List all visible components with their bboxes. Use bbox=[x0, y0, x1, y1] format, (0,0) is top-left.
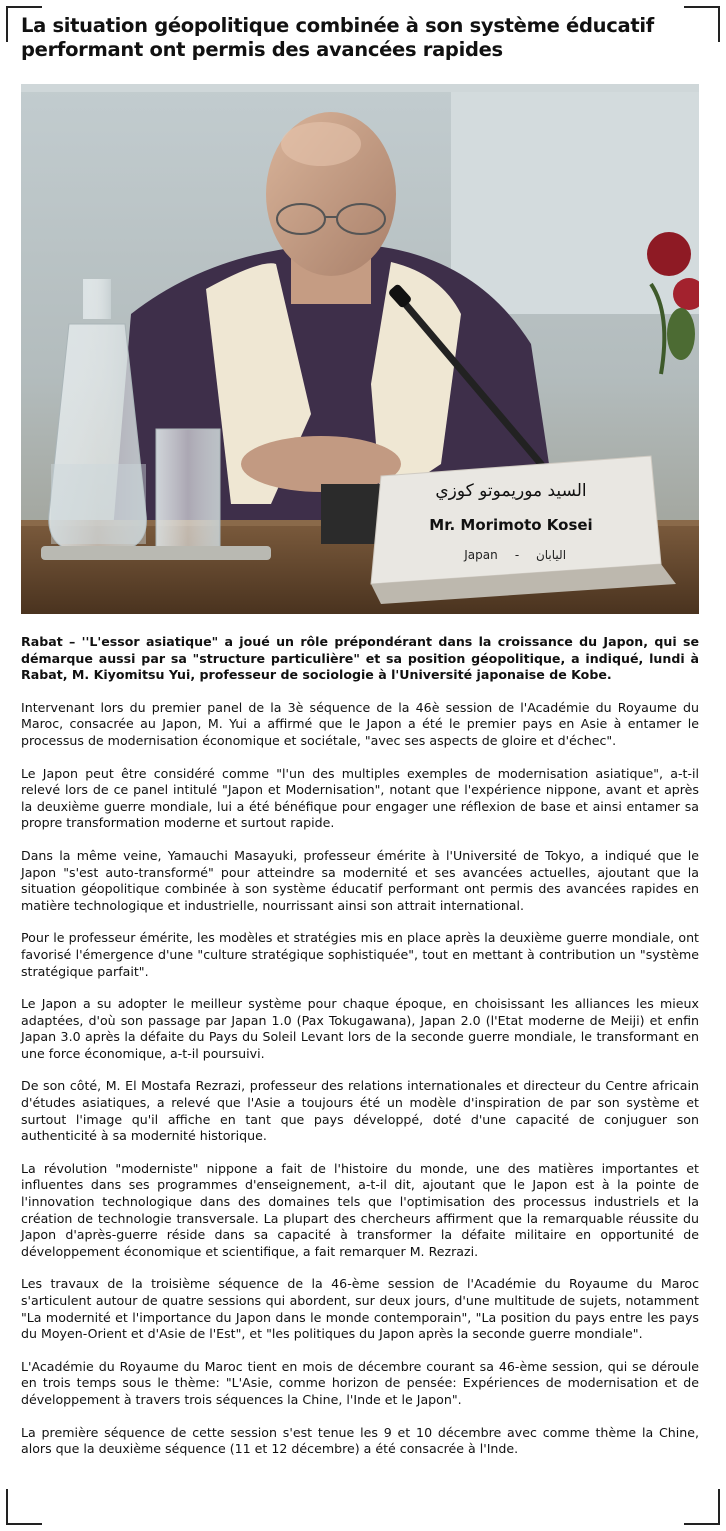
article-paragraph: Intervenant lors du premier panel de la 3è séquence de la 46è session de l'Académie du Royaume du Maroc, consacrée au Japon, M. Yui a affirmé que le Japon a été le premier pays en Asie à entamer le processus de modernisation économique et sociétale, "avec ses aspects de gloire et d'échec". bbox=[21, 699, 699, 748]
article-photo bbox=[21, 84, 699, 614]
corner-mark-bottom-right bbox=[684, 1489, 720, 1525]
article-paragraph: Pour le professeur émérite, les modèles et stratégies mis en place après la deuxième guerre mondiale, ont favorisé l'émergence d'une "culture stratégique sophistiquée", tout en mettant à contribution un "système stratégique parfait". bbox=[21, 930, 699, 979]
article-paragraph: Le Japon a su adopter le meilleur système pour chaque époque, en choisissant les alliances les mieux adaptées, d'où son passage par Japan 1.0 (Pax Tokugawana), Japan 2.0 (l'Etat moderne de Meiji) et enfin Japan 3.0 après la défaite du Pays du Soleil Levant lors de la seconde guerre mondiale, le transformant en une force économique, a-t-il poursuivi. bbox=[21, 996, 699, 1061]
photo-illustration bbox=[21, 84, 699, 614]
nameplate-separator: - bbox=[514, 548, 520, 562]
article-paragraph: La révolution "moderniste" nippone a fait de l'histoire du monde, une des matières importantes et influentes dans ses programmes d'enseignement, a-t-il dit, ajoutant que le Japon est à la pointe de l'innovation technologique dans des domaines tels que l'optimisation des processus industriels et la création de technologie transversale. La plupart des chercheurs affirment que la remarquable réussite du Japon d'après-guerre réside dans sa capacité à transformer la défaite militaire en opportunité de développement économique et scientifique, a fait remarquer M. Rezrazi. bbox=[21, 1160, 699, 1259]
nameplate-country-arabic: اليابان bbox=[535, 548, 567, 562]
article-headline: La situation géopolitique combinée à son système éducatif performant ont permis des avancées rapides bbox=[21, 14, 654, 61]
article-paragraph: Le Japon peut être considéré comme "l'un des multiples exemples de modernisation asiatique", a-t-il relevé lors de ce panel intitulé "Japon et Modernisation", notant que l'expérience nippone, avant et après la deuxième guerre mondiale, lui a été bénéfique pour engager une réflexion de base et ainsi entamer sa propre transformation moderne et surtout rapide. bbox=[21, 765, 699, 831]
corner-mark-bottom-left bbox=[6, 1489, 42, 1525]
article-paragraph: L'Académie du Royaume du Maroc tient en mois de décembre courant sa 46-ème session, qui se déroule en trois temps sous le thème: "L'Asie, comme horizon de pensée: Expériences de modernisation et de développement à travers trois séquences la Chine, l'Inde et le Japon". bbox=[21, 1358, 699, 1407]
article-paragraph: De son côté, M. El Mostafa Rezrazi, professeur des relations internationales et directeur du Centre africain d'études asiatiques, a relevé que l'Asie a toujours été un modèle d'inspiration de par son système et surtout l'image qu'il affiche en tant que pays développé, doté d'une capacité de conjuguer son authenticité à sa modernité historique. bbox=[21, 1078, 699, 1144]
nameplate-name: Mr. Morimoto Kosei bbox=[429, 516, 593, 534]
article-paragraph: Dans la même veine, Yamauchi Masayuki, professeur émérite à l'Université de Tokyo, a indiqué que le Japon "s'est auto-transformé" pour atteindre sa modernité et ses avancées actuelles, ajoutant que la situation géopolitique combinée à son système éducatif performant ont permis des avancées rapides en matière technologique et industrielle, nourrissant ainsi son attrait international. bbox=[21, 847, 699, 913]
nameplate-arabic-name: السيد موريموتو كوزي bbox=[435, 481, 587, 501]
nameplate-country: Japan bbox=[464, 548, 498, 562]
article bbox=[21, 14, 699, 1458]
article-paragraph: La première séquence de cette session s'est tenue les 9 et 10 décembre avec comme thème la Chine, alors que la deuxième séquence (11 et 12 décembre) a été consacrée à l'Inde. bbox=[21, 1424, 699, 1457]
article-paragraph: Les travaux de la troisième séquence de la 46-ème session de l'Académie du Royaume du Maroc s'articulent autour de quatre sessions qui abordent, sur deux jours, d'une multitude de sujets, notamment "La modernité et l'importance du Japon dans le monde contemporain", "La position du pays entre les pays du Moyen-Orient et d'Asie de l'Est", et "les politiques du Japon après la seconde guerre mondiale". bbox=[21, 1276, 699, 1342]
article-lead: Rabat – ''L'essor asiatique" a joué un rôle prépondérant dans la croissance du Japon, qui se démarque aussi par sa "structure particulière" et sa position géopolitique, a indiqué, lundi à Rabat, M. Kiyomitsu Yui, professeur de sociologie à l'Université japonaise de Kobe. bbox=[21, 634, 699, 683]
